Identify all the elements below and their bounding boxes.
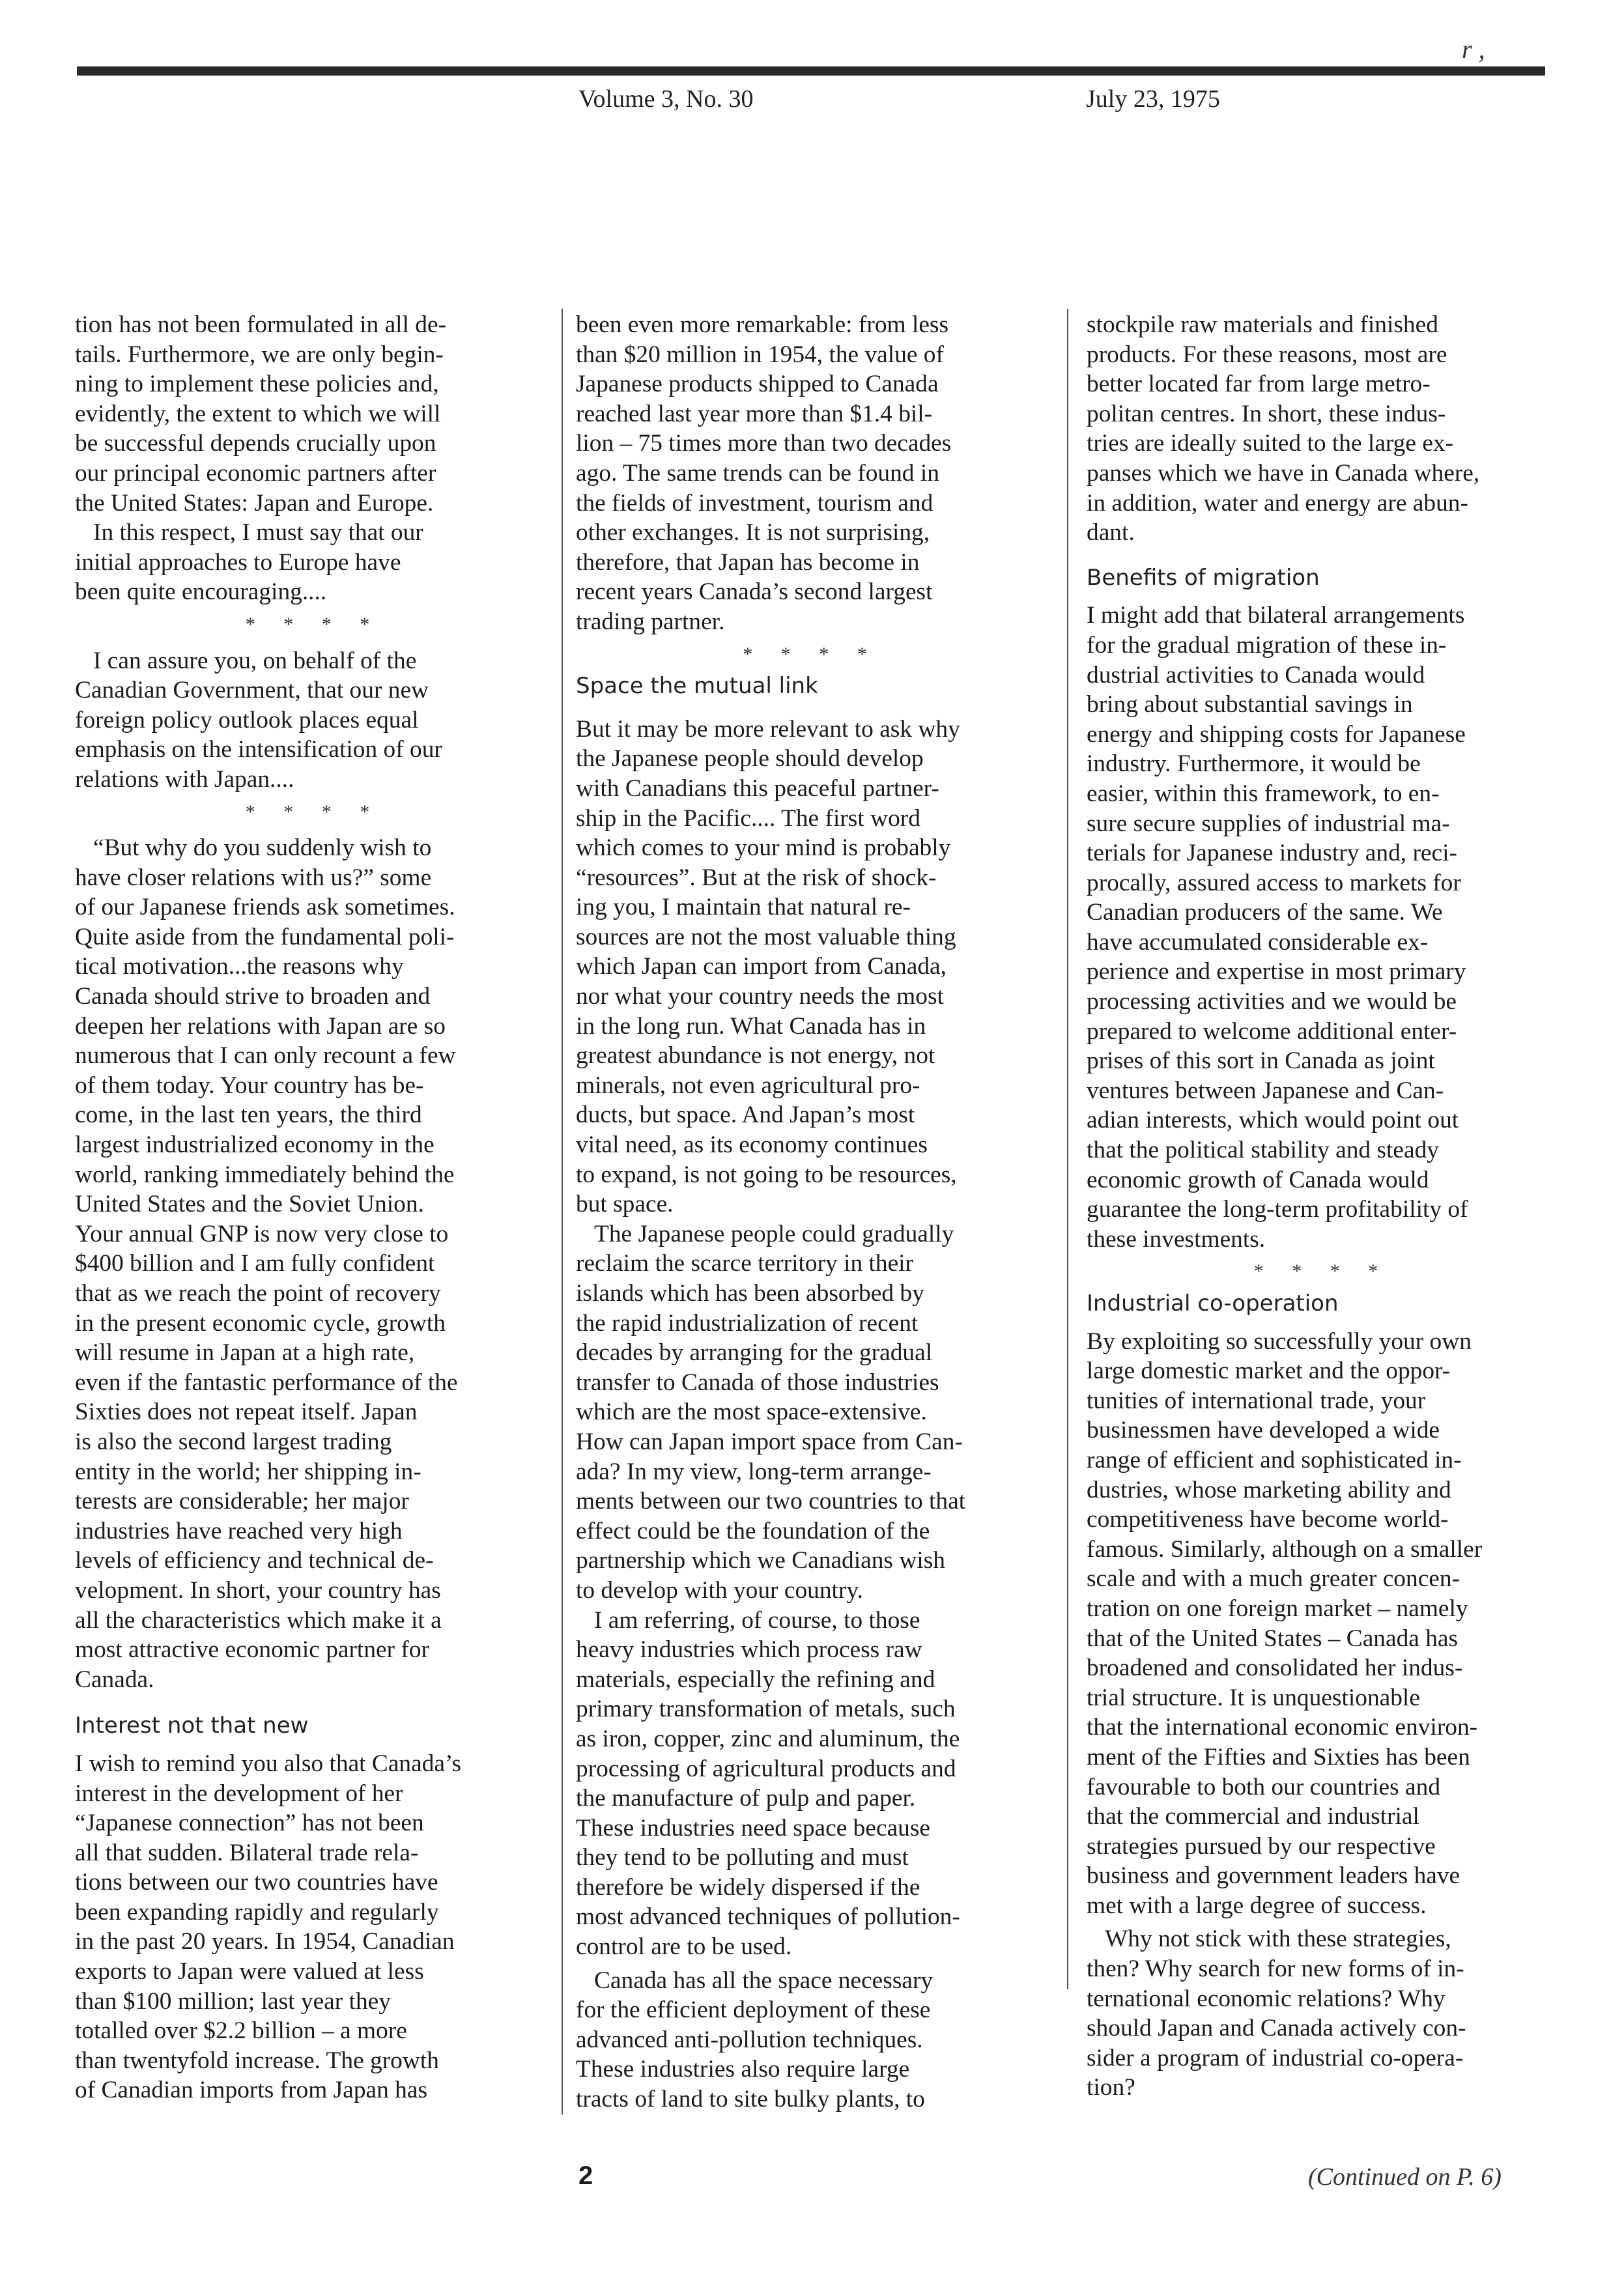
- paragraph: The Japanese people could gradually reclaim the scarce territory in their islands which has been absorbed by the rapid industrialization of recent decades by arranging for the gradual transfer to Canada of those industries which are the most space-extensive. How can Japan import space from Can- ada? In my view, long-term arrange- ments between our two countries to that effect could be the foundation of the partnership which we Canadians wish to develop with your country.: [576, 1220, 966, 1604]
- section-separator: * * * *: [245, 613, 382, 635]
- paragraph: But it may be more relevant to ask why the Japanese people should develop with Canadians this peaceful partner- ship in the Pacific.... The first word which comes to your mind is probably “resources”. But at the risk of shock- ing you, I maintain that natural re- sources are not the most valuable thing which Japan can import from Canada, nor what your country needs the most in the long run. What Canada has in greatest abundance is not energy, not minerals, not even agricultural pro- ducts, but space. And Japan’s most vital need, as its economy continues to expand, is not going to be resources, but space.: [576, 715, 960, 1218]
- page-number: 2: [578, 2161, 593, 2190]
- paragraph: tion has not been formulated in all de- tails. Furthermore, we are only begin- ning to implement these policies and, evidently, the extent to which we will be successful depends crucially upon our principal economic partners after the United States: Japan and Europe.: [75, 311, 447, 517]
- paragraph: I can assure you, on behalf of the Canadian Government, that our new foreign policy outlook places equal emphasis on the intensification of our relations with Japan....: [75, 647, 442, 793]
- issue-date: July 23, 1975: [1086, 85, 1220, 113]
- paragraph: By exploiting so successfully your own large domestic market and the oppor- tunities of international trade, your businessmen have developed a wide range of efficient and sophisticated in- dustries, whose marketing ability and competitiveness have become world- famous. Similarly, although on a smaller scale and with a much greater concen- tration on one foreign market – namely that of the United States – Canada has broadened and consolidated her indus- trial structure. It is unquestionable that the international economic environ- ment of the Fifties and Sixties has been favourable to both our countries and that the commercial and industrial strategies pursued by our respective business and government leaders have met with a large degree of success.: [1087, 1328, 1483, 1919]
- header-rule: [77, 66, 1545, 76]
- paragraph: been even more remarkable: from less than $20 million in 1954, the value of Japanese products shipped to Canada reached last year more than $1.4 bil- lion – 75 times more than two decades ago. The same trends can be found in the fields of investment, tourism and other exchanges. It is not surprising, therefore, that Japan has become in recent years Canada’s second largest trading partner.: [576, 311, 952, 635]
- column-divider-1: [562, 309, 563, 2114]
- section-heading: Space the mutual link: [576, 673, 818, 700]
- paragraph: I am referring, of course, to those heavy industries which process raw materials, especially the refining and primary transformation of metals, such as iron, copper, zinc and aluminum, the processing of agricultural products and the manufacture of pulp and paper. These industries need space because they tend to be polluting and must therefore be widely dispersed if the most advanced techniques of pollution- control are to be used.: [576, 1606, 960, 1961]
- article-column-1: [75, 310, 552, 2134]
- volume-number: Volume 3, No. 30: [578, 85, 754, 113]
- paragraph: “But why do you suddenly wish to have closer relations with us?” some of our Japanese friends ask sometimes. Quite aside from the fundamental poli- tical motivation...the reasons why Canada should strive to broaden and deepen her relations with Japan are so numerous that I can only recount a few of them today. Your country has be- come, in the last ten years, the third largest industrialized economy in the world, ranking immediately behind the United States and the Soviet Union. Your annual GNP is now very close to $400 billion and I am fully confident that as we reach the point of recovery in the present economic cycle, growth will resume in Japan at a high rate, even if the fantastic performance of the Sixties does not repeat itself. Japan is also the second largest trading entity in the world; her shipping in- terests are considerable; her major industries have reached very high levels of efficiency and technical de- velopment. In short, your country has all the characteristics which make it a most attractive economic partner for Canada.: [75, 834, 458, 1693]
- paragraph: stockpile raw materials and finished products. For these reasons, most are better located far from large metro- politan centres. In short, these indus- tries are ideally suited to the large ex- panses which we have in Canada where, in addition, water and energy are abun- dant.: [1087, 311, 1480, 547]
- section-separator: * * * *: [1253, 1260, 1390, 1283]
- section-separator: * * * *: [245, 801, 382, 823]
- article-column-2: [576, 310, 1046, 2134]
- paragraph: Why not stick with these strategies, then? Why search for new forms of in- ternational economic relations? Why should Japan and Canada actively con- sider a program of industrial co-opera- tion?: [1087, 1926, 1466, 2101]
- paragraph: In this respect, I must say that our initial approaches to Europe have been quite encouraging....: [75, 519, 423, 606]
- continued-note: (Continued on P. 6): [1308, 2163, 1502, 2191]
- section-heading: Benefits of migration: [1087, 564, 1320, 591]
- section-heading: Interest not that new: [75, 1713, 309, 1739]
- paragraph: I wish to remind you also that Canada’s interest in the development of her “Japanese connection” has not been all that sudden. Bilateral trade rela- tions between our two countries have been expanding rapidly and regularly in the past 20 years. In 1954, Canadian exports to Japan were valued at less than $100 million; last year they totalled over $2.2 billion – a more than twentyfold increase. The growth of Canadian imports from Japan has: [75, 1750, 461, 2104]
- article-column-3: [1087, 310, 1557, 2134]
- column-divider-2: [1067, 309, 1068, 1989]
- paragraph: I might add that bilateral arrangements for the gradual migration of these in- dustrial activities to Canada would bring about substantial savings in energy and shipping costs for Japanese industry. Furthermore, it would be easier, within this framework, to en- sure secure supplies of industrial ma- terials for Japanese industry and, reci- procally, assured access to markets for Canadian producers of the same. We have accumulated considerable ex- perience and expertise in most primary processing activities and we would be prepared to welcome additional enter- prises of this sort in Canada as joint ventures between Japanese and Can- adian interests, which would point out that the political stability and steady economic growth of Canada would guarantee the long-term profitability of these investments.: [1087, 602, 1468, 1253]
- paragraph: Canada has all the space necessary for the efficient deployment of these advanced anti-pollution techniques. These industries also require large tracts of land to site bulky plants, to: [576, 1967, 933, 2113]
- corner-mark: r ,: [1462, 35, 1485, 64]
- section-heading: Industrial co-operation: [1087, 1290, 1339, 1316]
- section-separator: * * * *: [743, 643, 879, 665]
